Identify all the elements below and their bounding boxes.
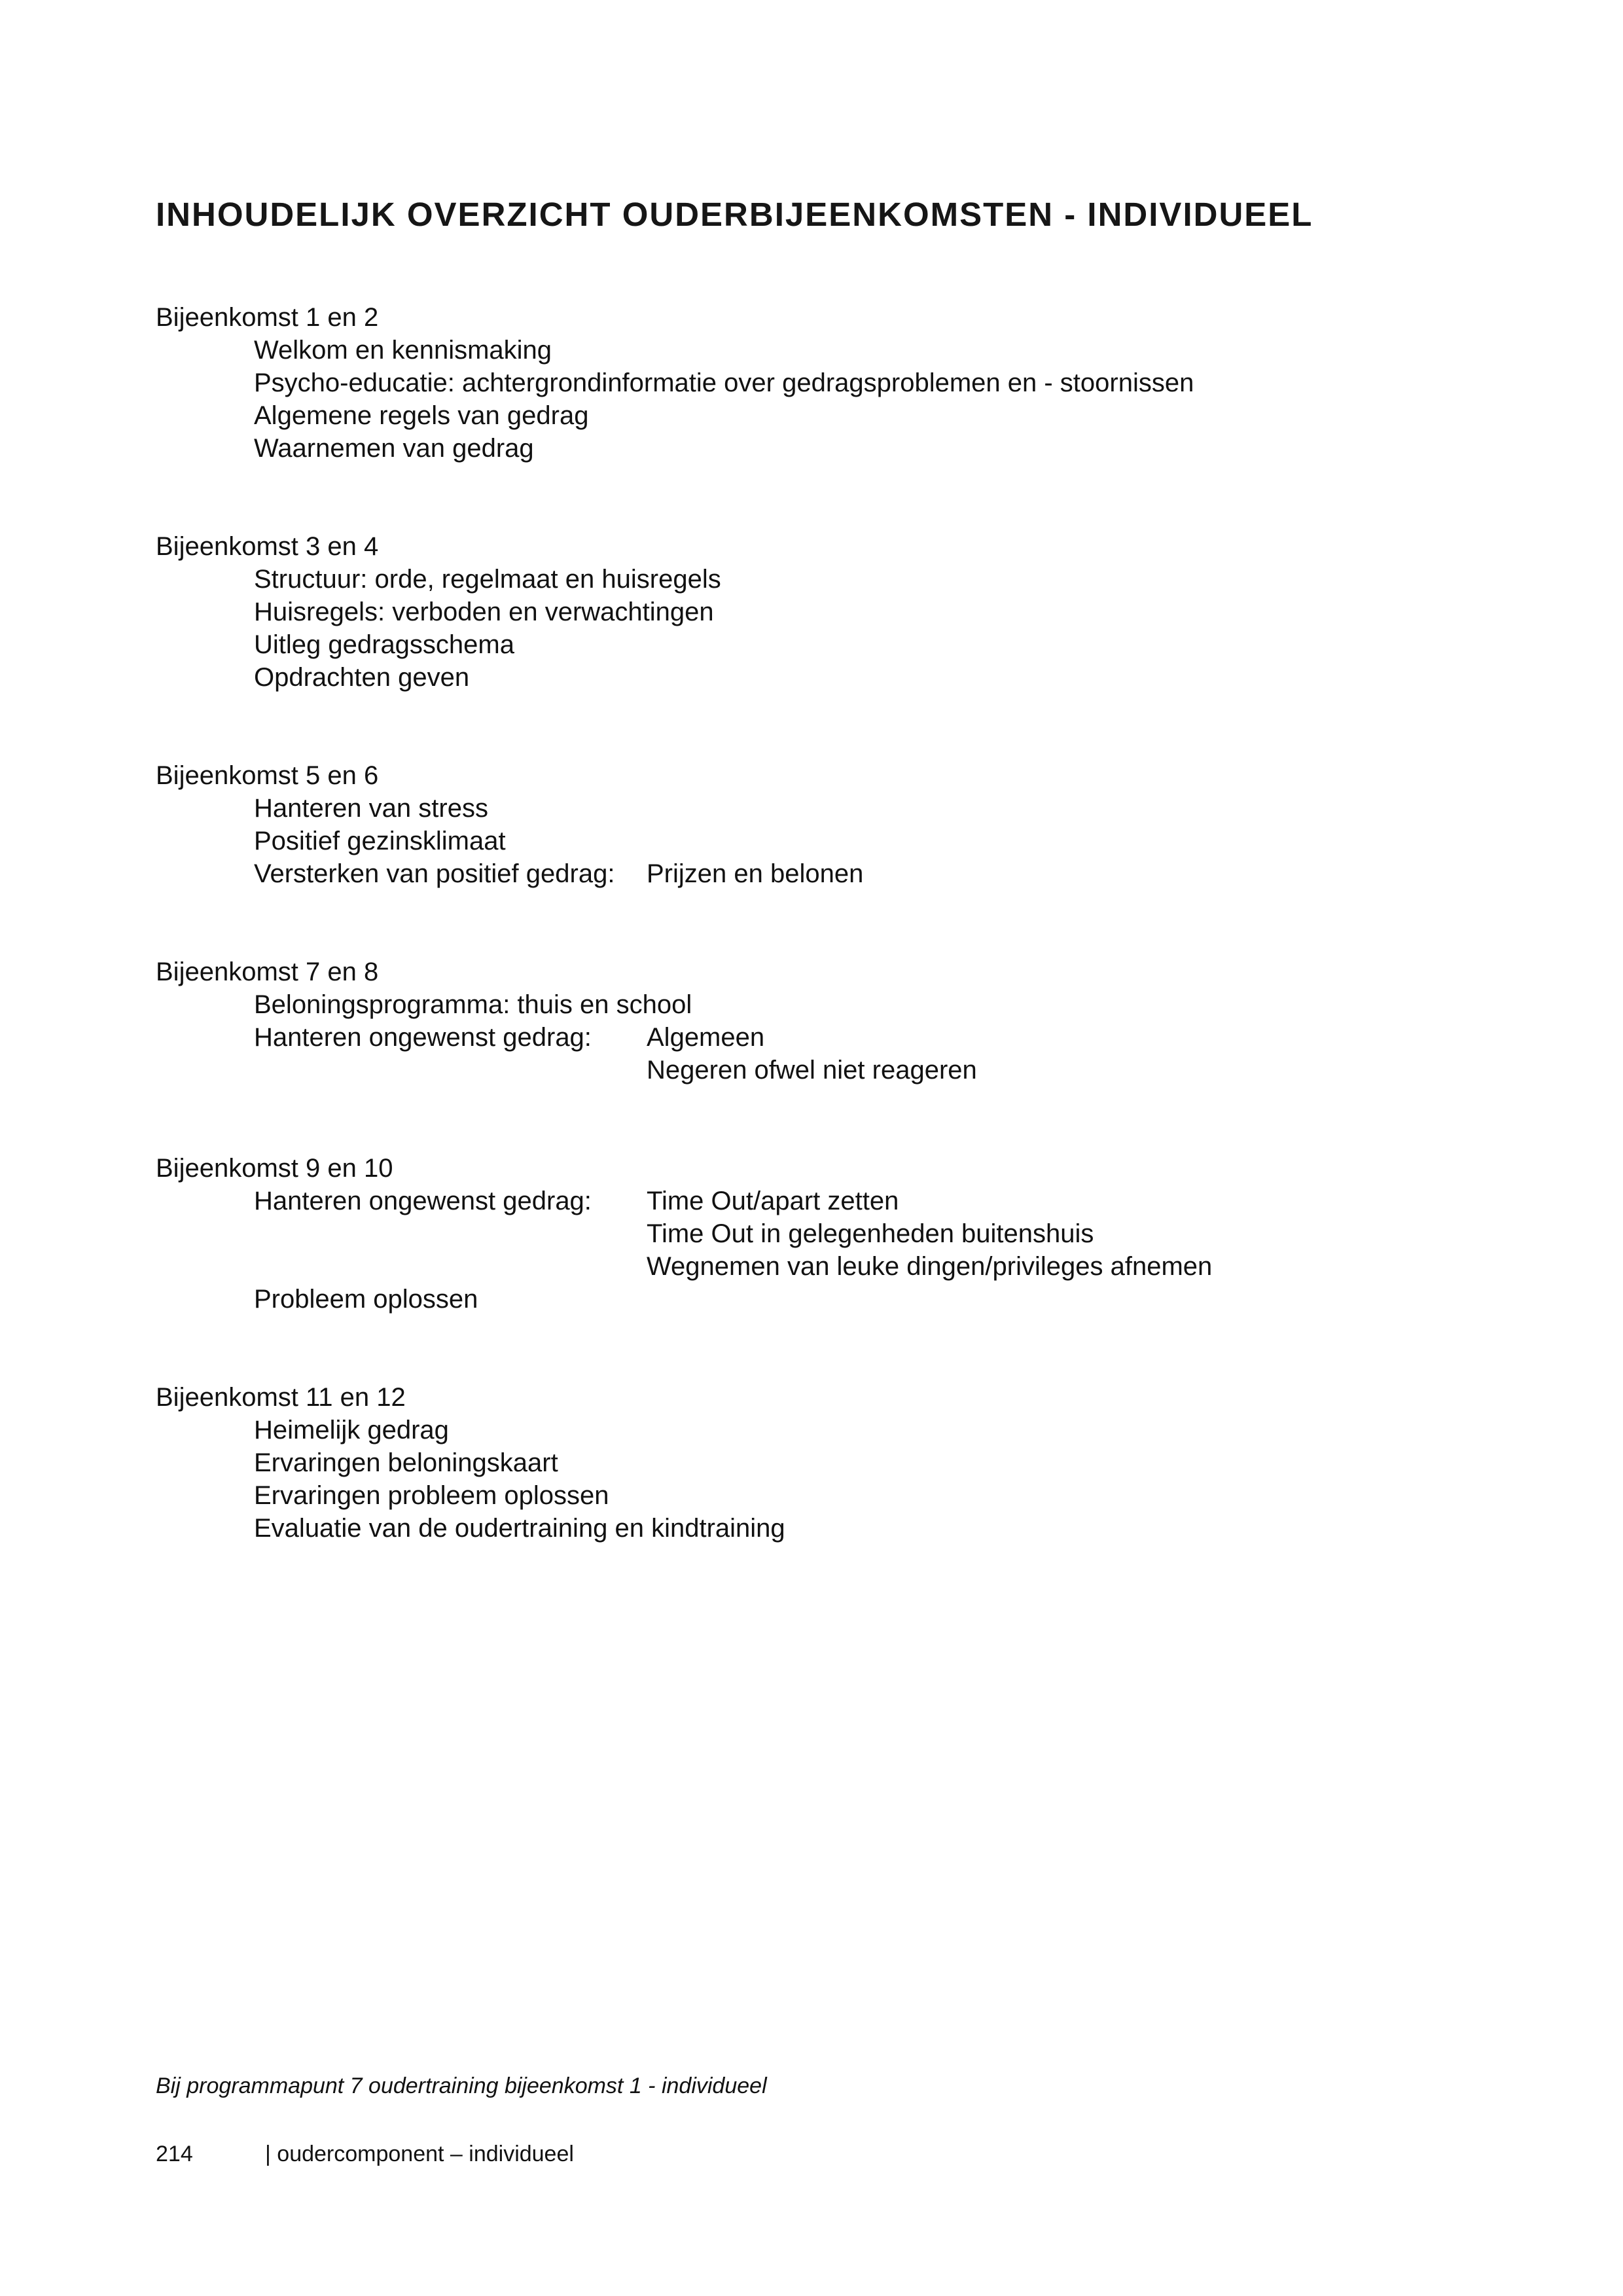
section-heading: Bijeenkomst 11 en 12 <box>156 1383 406 1412</box>
list-item: Beloningsprogramma: thuis en school <box>254 990 692 1019</box>
list-item: Hanteren ongewenst gedrag: <box>254 1023 592 1052</box>
section-heading: Bijeenkomst 3 en 4 <box>156 532 379 561</box>
list-item: Ervaringen probleem oplossen <box>254 1481 609 1510</box>
list-subitem: Time Out in gelegenheden buitenshuis <box>647 1219 1094 1248</box>
section-heading: Bijeenkomst 5 en 6 <box>156 761 379 790</box>
list-subitem: Prijzen en belonen <box>647 859 864 888</box>
list-item: Ervaringen beloningskaart <box>254 1448 558 1477</box>
list-item: Psycho-educatie: achtergrondinformatie over gedragsproblemen en - stoornissen <box>254 368 1194 397</box>
list-item: Structuur: orde, regelmaat en huisregels <box>254 565 721 594</box>
list-item: Waarnemen van gedrag <box>254 434 534 463</box>
list-item: Positief gezinsklimaat <box>254 827 506 855</box>
list-item: Opdrachten geven <box>254 663 470 692</box>
page-number: 214 <box>156 2142 193 2166</box>
list-item: Huisregels: verboden en verwachtingen <box>254 598 714 626</box>
list-subitem: Wegnemen van leuke dingen/privileges afnemen <box>647 1252 1213 1281</box>
section-heading: Bijeenkomst 7 en 8 <box>156 958 379 986</box>
list-item: Versterken van positief gedrag: <box>254 859 615 888</box>
list-item: Hanteren ongewenst gedrag: <box>254 1187 592 1215</box>
running-footer: | oudercomponent – individueel <box>265 2142 574 2166</box>
list-item: Hanteren van stress <box>254 794 488 823</box>
list-subitem: Algemeen <box>647 1023 765 1052</box>
list-item: Probleem oplossen <box>254 1285 478 1314</box>
list-item: Heimelijk gedrag <box>254 1416 449 1444</box>
list-subitem: Time Out/apart zetten <box>647 1187 899 1215</box>
caption: Bij programmapunt 7 oudertraining bijeenkomst 1 - individueel <box>156 2073 767 2098</box>
section-heading: Bijeenkomst 1 en 2 <box>156 303 379 332</box>
section-heading: Bijeenkomst 9 en 10 <box>156 1154 393 1183</box>
page-title: INHOUDELIJK OVERZICHT OUDERBIJEENKOMSTEN - INDIVIDUEEL <box>156 196 1313 233</box>
list-item: Welkom en kennismaking <box>254 336 552 365</box>
list-item: Algemene regels van gedrag <box>254 401 589 430</box>
list-item: Uitleg gedragsschema <box>254 630 514 659</box>
list-subitem: Negeren ofwel niet reageren <box>647 1056 977 1085</box>
list-item: Evaluatie van de oudertraining en kindtraining <box>254 1514 785 1543</box>
